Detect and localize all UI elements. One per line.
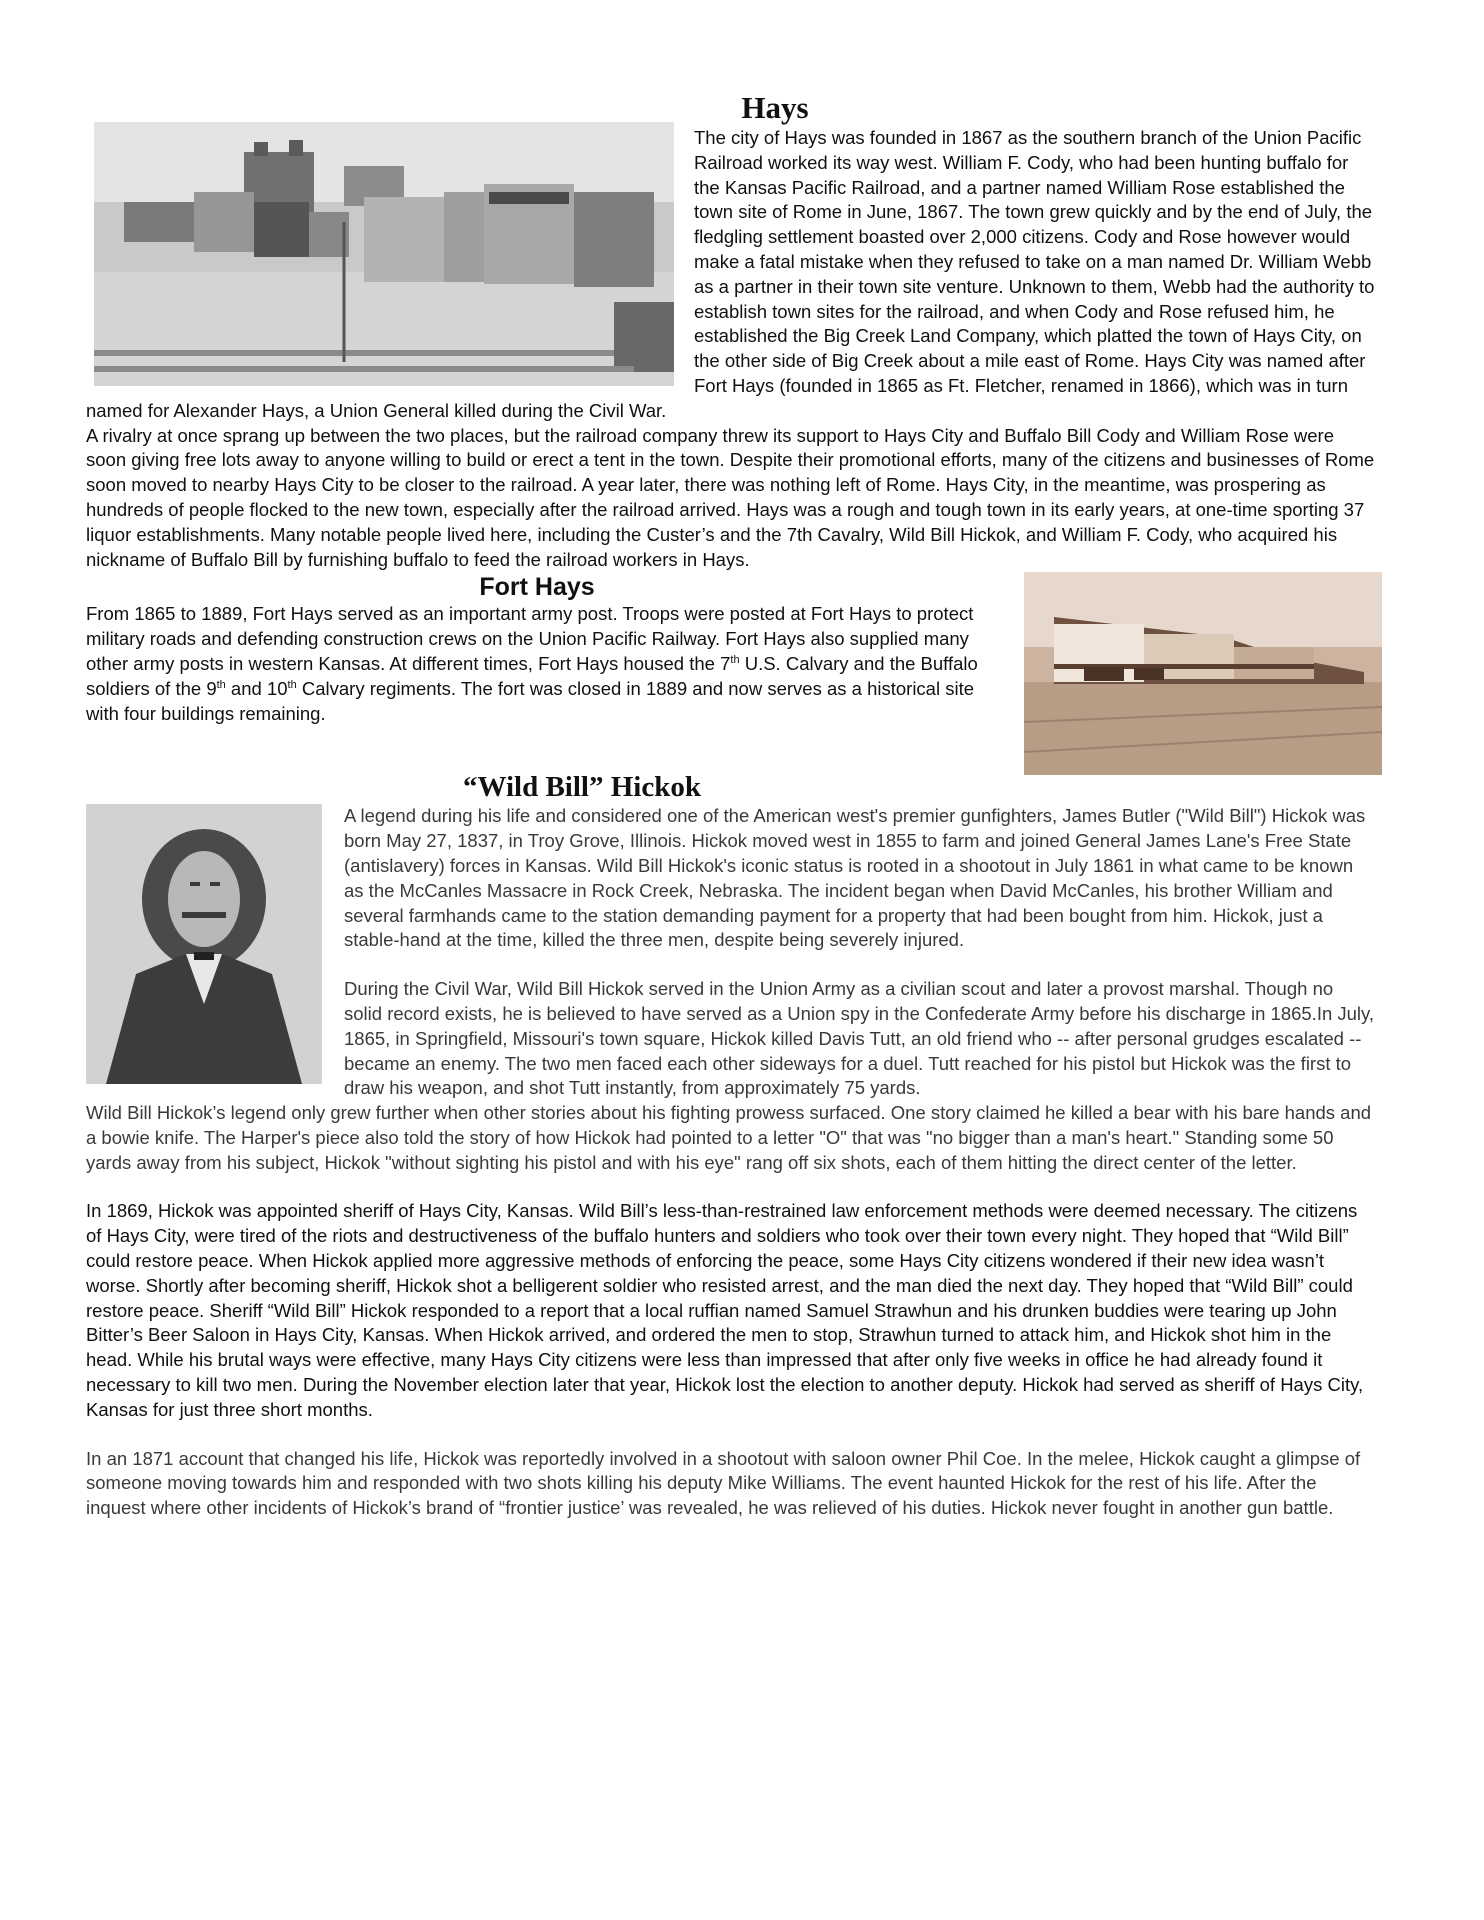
hickok-portrait-photo [86, 804, 322, 1084]
wild-bill-paragraph-4: In 1869, Hickok was appointed sheriff of Hays City, Kansas. Wild Bill’s less-than-restrained law enforcement methods were deemed necessary. The citizens of Hays City, were tired of the riots and destructiveness of the buffalo hunters and soldiers who took over their town every night. They hoped that “Wild Bill” could restore peace. When Hickok applied more aggressive methods of enforcing the peace, some Hays City citizens wondered if their new idea wasn’t worse. Shortly after becoming sheriff, Hickok shot a belligerent soldier who resisted arrest, and the man died the next day. They hoped that “Wild Bill” could restore peace. Sheriff “Wild Bill” Hickok responded to a report that a local ruffian named Samuel Strawhun and his drunken buddies were tearing up John Bitter’s Beer Saloon in Hays City, Kansas. When Hickok arrived, and ordered the men to stop, Strawhun turned to attack him, and Hickok shot him in the head. While his brutal ways were effective, many Hays City citizens were less than impressed that after only five weeks in office he had already found it necessary to kill two men. During the November election later that year, Hickok lost the election to another deputy. Hickok had served as sheriff of Hays City, Kansas for just three short months. [86, 1200, 1364, 1420]
wild-bill-paragraph-1: A legend during his life and considered one of the American west's premier gunfighters, James Butler ("Wild Bill") Hickok was born May 27, 1837, in Troy Grove, Illinois. Hickok moved west in 1855 to farm and joined General James Lane's Free State (antislavery) forces in Kansas. Wild Bill Hickok's iconic status is rooted in a shootout in July 1861 in what came to be known as the McCanles Massacre in Rock Creek, Nebraska. The incident began when David McCanles, his brother William and several farmhands came to the station demanding payment for a property that had been bought from him. Hickok, just a stable-hand at the time, killed the three men, despite being severely injured. [344, 805, 1366, 951]
document-page [86, 90, 1376, 1521]
hays-paragraph-1: The city of Hays was founded in 1867 as the southern branch of the Union Pacific Railroad worked its way west. William F. Cody, who had been hunting buffalo for the Kansas Pacific Railroad, and a partner named William Rose established the town site of Rome in June, 1867. The town grew quickly and by the end of July, the fledgling settlement boasted over 2,000 citizens. Cody and Rose however would make a fatal mistake when they refused to take on a man named Dr. William Webb as a partner in their town site venture. Unknown to them, Webb had the authority to establish town sites for the railroad, and when Cody and Rose refused him, he established the Big Creek Land Company, which platted the town of Hays City, on the other side of Big Creek about a mile east of Rome. Hays City was named after Fort Hays (founded in 1865 as Ft. Fletcher, renamed in 1866), which was in turn named for Alexander Hays, a Union General killed during the Civil War. [86, 127, 1375, 421]
wild-bill-paragraph-2: During the Civil War, Wild Bill Hickok served in the Union Army as a civilian scout and later a provost marshal. Though no solid record exists, he is believed to have served as a Union spy in the Confederate Army before his discharge in 1865.In July, 1865, in Springfield, Missouri's town square, Hickok killed Davis Tutt, an old friend who -- after personal grudges escalated -- became an enemy. The two men faced each other sideways for a duel. Tutt reached for his pistol but Hickok was the first to draw his weapon, and shot Tutt instantly, from approximately 75 yards. [344, 978, 1375, 1099]
fort-hays-paragraph: From 1865 to 1889, Fort Hays served as an important army post. Troops were posted at Fort Hays to protect military roads and defending construction crews on the Union Pacific Railway. Fort Hays also supplied many other army posts in western Kansas. At different times, Fort Hays housed the 7th U.S. Calvary and the Buffalo soldiers of the 9th and 10th Calvary regiments. The fort was closed in 1889 and now serves as a historical site with four buildings remaining. [86, 603, 978, 724]
hays-paragraph-2: A rivalry at once sprang up between the two places, but the railroad company threw its support to Hays City and Buffalo Bill Cody and William Rose were soon giving free lots away to anyone willing to build or erect a tent in the town. Despite their promotional efforts, many of the citizens and businesses of Rome soon moved to nearby Hays City to be closer to the railroad. A year later, there was nothing left of Rome. Hays City, in the meantime, was prospering as hundreds of people flocked to the new town, especially after the railroad arrived. Hays was a rough and tough town in its early years, at one-time sporting 37 liquor establishments. Many notable people lived here, including the Custer’s and the 7th Cavalry, Wild Bill Hickok, and William F. Cody, who acquired his nickname of Buffalo Bill by furnishing buffalo to feed the railroad workers in Hays. [86, 424, 1375, 570]
hays-heading: Hays [741, 90, 809, 125]
frontier-town-photo [94, 122, 674, 386]
wild-bill-heading: “Wild Bill” Hickok [463, 771, 701, 804]
fort-hays-heading: Fort Hays [479, 573, 595, 602]
wild-bill-paragraph-5: In an 1871 account that changed his life, Hickok was reportedly involved in a shootout with saloon owner Phil Coe. In the melee, Hickok caught a glimpse of someone moving towards him and responded with two shots killing his deputy Mike Williams. The event haunted Hickok for the rest of his life. After the inquest where other incidents of Hickok’s brand of “frontier justice’ was revealed, he was relieved of his duties. Hickok never fought in another gun battle. [86, 1447, 1361, 1519]
fort-buildings-photo [1024, 572, 1382, 775]
wild-bill-paragraph-3: Wild Bill Hickok’s legend only grew further when other stories about his fighting prowess surfaced. One story claimed he killed a bear with his bare hands and a bowie knife. The Harper's piece also told the story of how Hickok had pointed to a letter "O" that was "no bigger than a man's heart." Standing some 50 yards away from his subject, Hickok "without sighting his pistol and with his eye" rang off six shots, each of them hitting the direct center of the letter. [86, 1102, 1372, 1173]
